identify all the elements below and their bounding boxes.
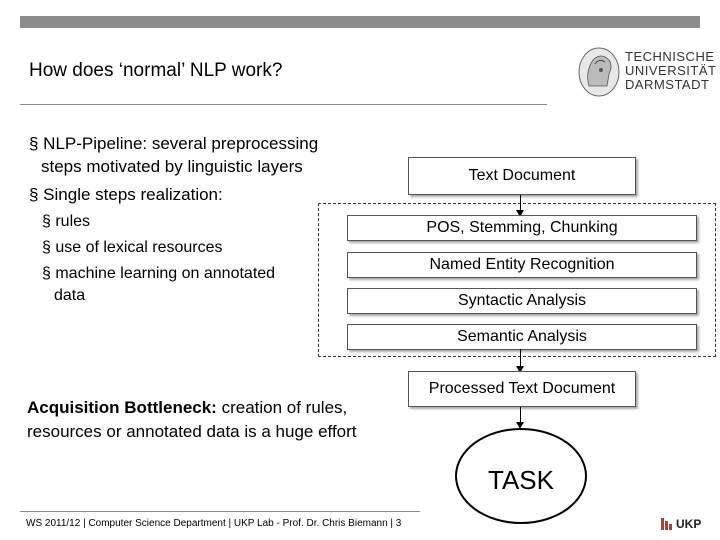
- athena-seal-icon: [577, 46, 621, 98]
- university-logo: [565, 40, 717, 102]
- bottleneck-text: creation of rules, resources or annotated data is a huge effort: [27, 398, 357, 441]
- ukp-label: UKP: [676, 517, 702, 531]
- subbullet-ml-cont: data: [54, 287, 86, 304]
- subbullet-ml: § machine learning on annotated: [42, 265, 276, 282]
- logo-line-3: DARMSTADT: [625, 77, 710, 92]
- footer-text: WS 2011/12 | Computer Science Department | UKP Lab - Prof. Dr. Chris Biemann | 3: [26, 518, 402, 529]
- arrow-icon: [520, 349, 521, 371]
- arrow-icon: [520, 195, 521, 215]
- bullet-realization: § Single steps realization:: [29, 185, 223, 204]
- bottleneck-note: [27, 396, 397, 444]
- footer-rule: [20, 511, 420, 512]
- task-circle: TASK: [455, 428, 587, 524]
- subbullet-rules: § rules: [42, 213, 91, 230]
- logo-text: [625, 50, 716, 92]
- top-bar: [20, 16, 700, 28]
- input-document-box: Text Document: [408, 157, 636, 195]
- bullet-pipeline-cont: steps motivated by linguistic layers: [41, 157, 303, 176]
- pipeline-step-pos: POS, Stemming, Chunking: [347, 215, 697, 241]
- pipeline-step-semantic: Semantic Analysis: [347, 324, 697, 350]
- logo-line-2: UNIVERSITÄT: [625, 63, 717, 78]
- arrow-icon: [520, 407, 521, 427]
- bottleneck-label: Acquisition Bottleneck:: [27, 398, 217, 417]
- pipeline-step-ner: Named Entity Recognition: [347, 252, 697, 278]
- subbullet-lexical: § use of lexical resources: [42, 239, 223, 256]
- title-rule: [20, 104, 547, 105]
- ukp-logo: [660, 515, 705, 533]
- ukp-mark-icon: [660, 516, 674, 532]
- pipeline-step-syntax: Syntactic Analysis: [347, 288, 697, 314]
- bullet-pipeline: § NLP-Pipeline: several preprocessing: [29, 134, 319, 153]
- slide-title: How does ‘normal’ NLP work?: [29, 60, 283, 81]
- logo-line-1: TECHNISCHE: [625, 49, 715, 64]
- output-document-box: Processed Text Document: [408, 371, 636, 407]
